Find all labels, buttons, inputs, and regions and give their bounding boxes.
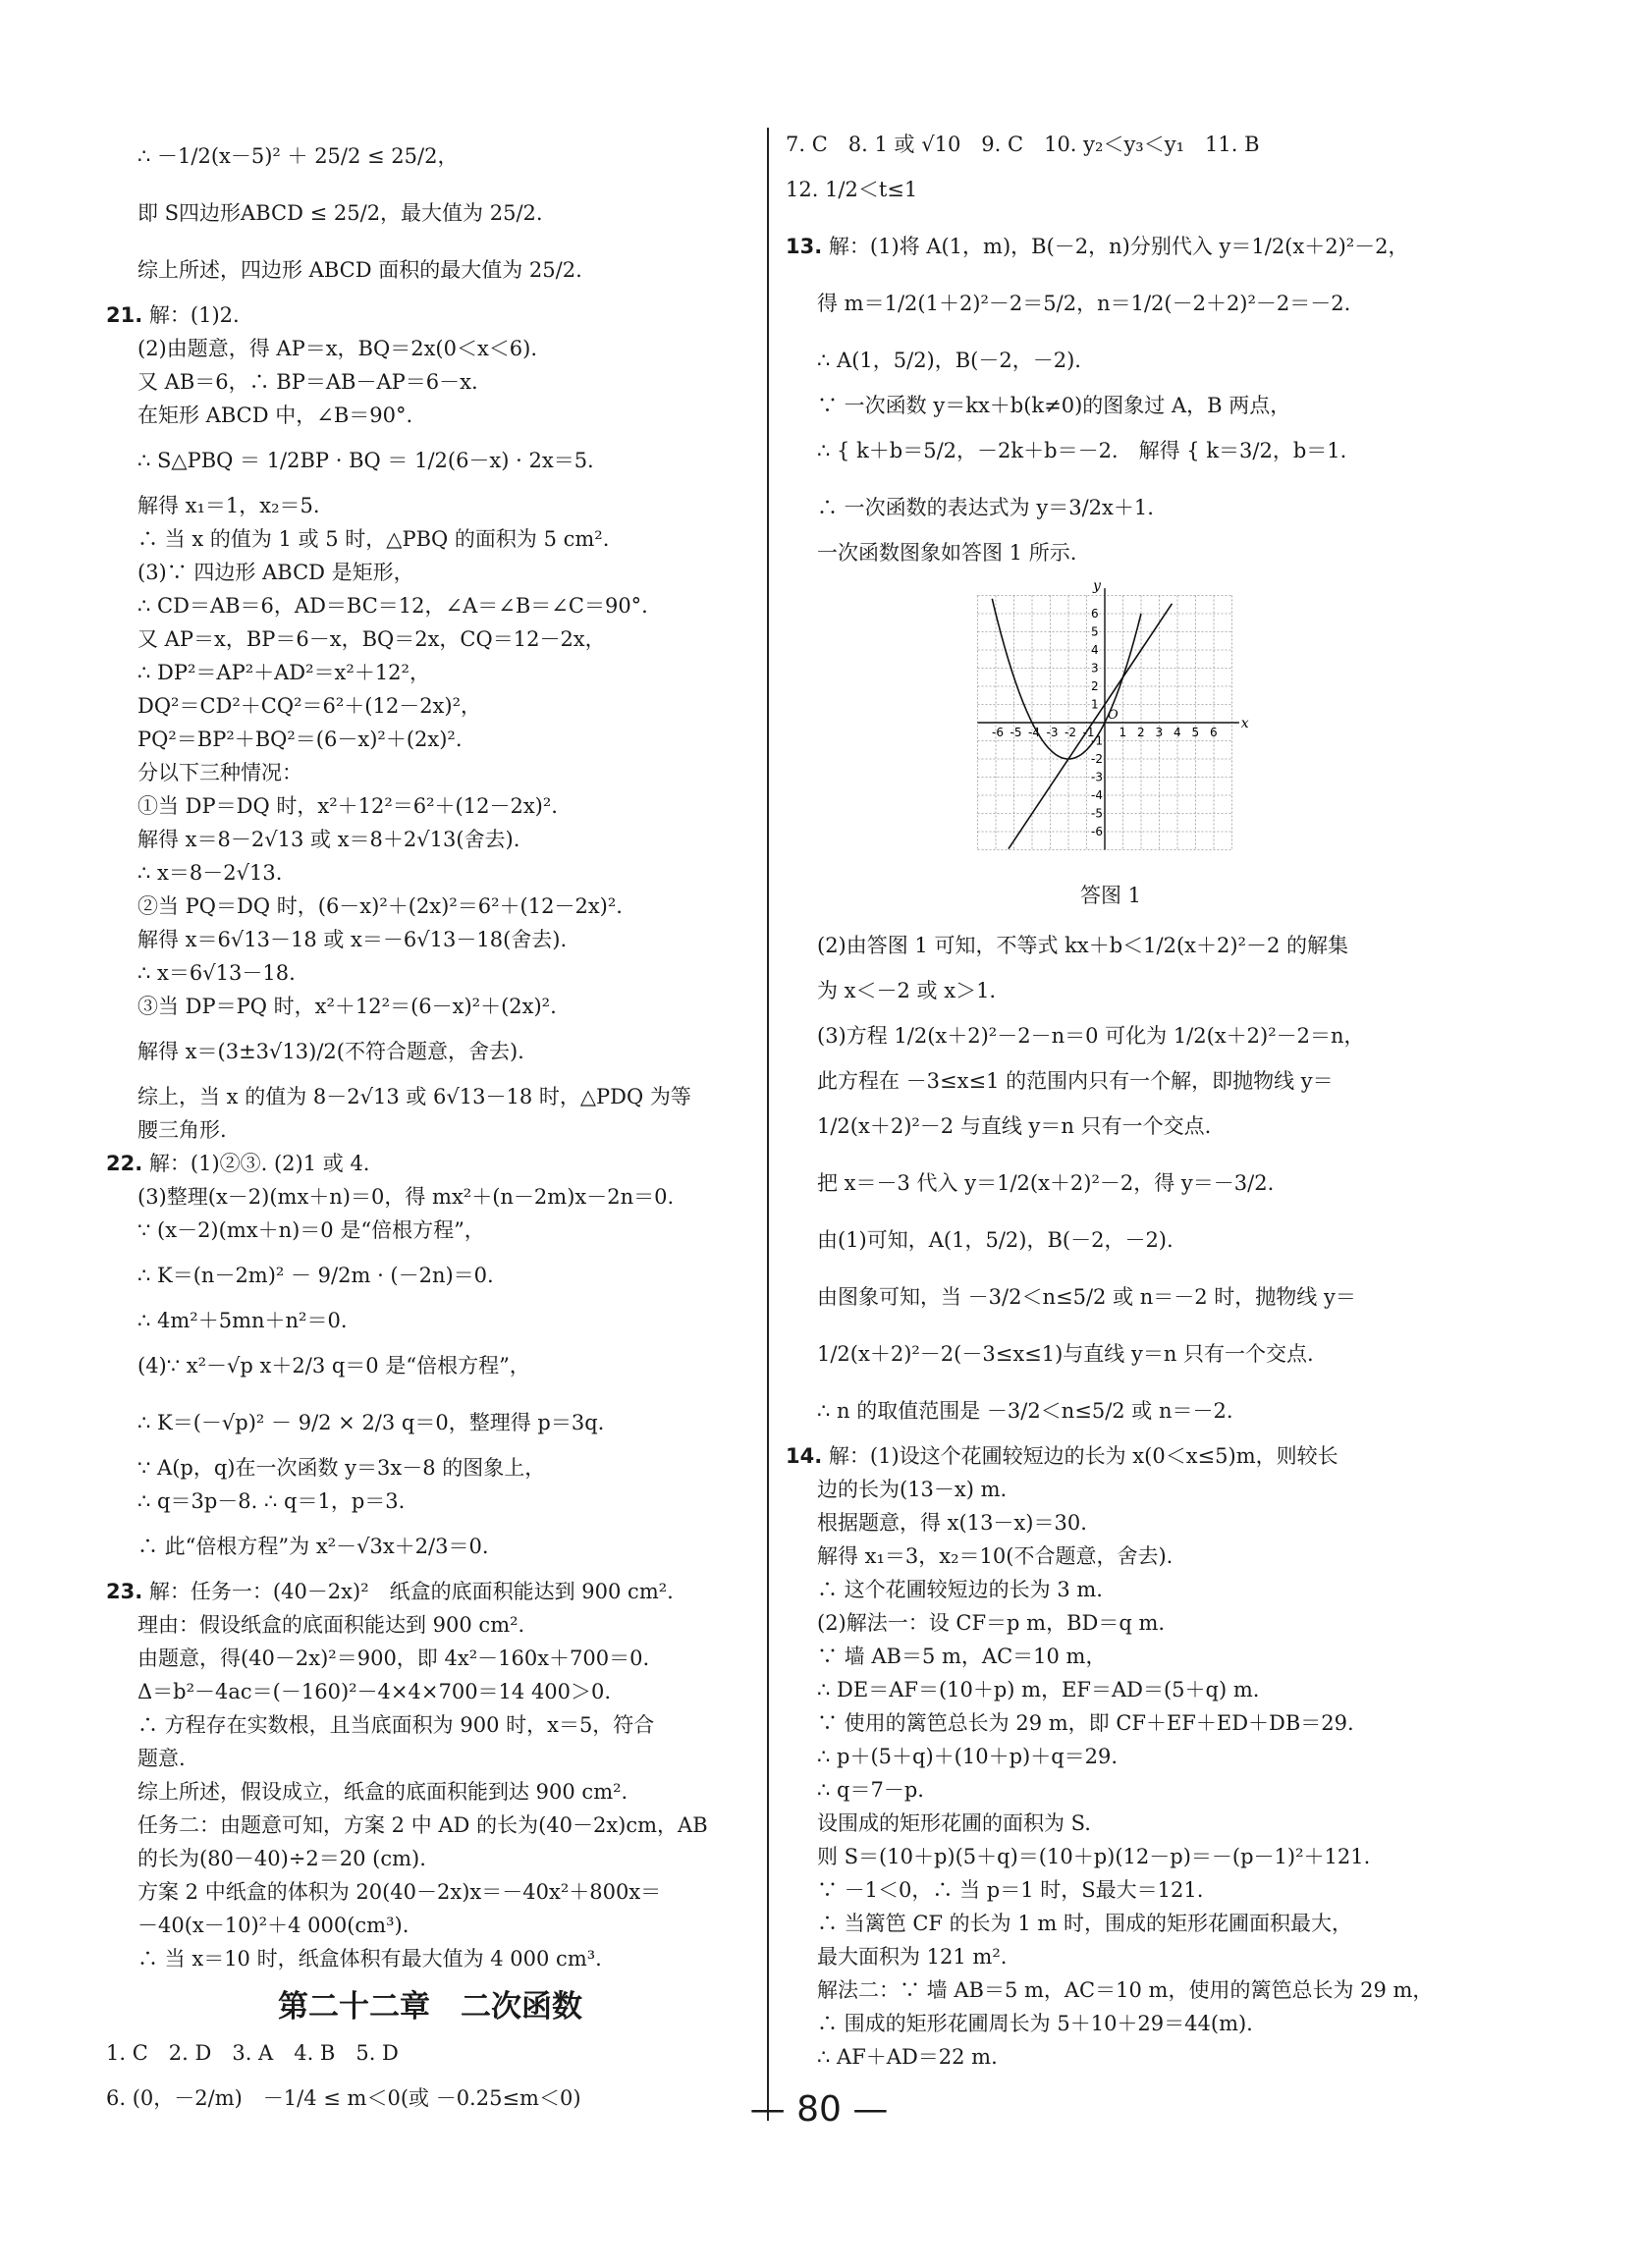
right-answer-lines-top xyxy=(786,128,1436,569)
answer-line xyxy=(106,1304,754,1337)
answer-text: ①当 DP＝DQ 时，x²＋12²＝6²＋(12－2x)². xyxy=(137,794,558,818)
answer-line xyxy=(786,1840,1436,1873)
answer-line xyxy=(786,1212,1436,1269)
answer-text: ∴ K＝(n－2m)² － 9/2m · (－2n)＝0. xyxy=(137,1264,494,1287)
y-tick-label: 3 xyxy=(1091,661,1099,675)
answer-text: ∴ 围成的矩形花圃周长为 5＋10＋29＝44(m). xyxy=(817,2012,1253,2035)
answer-line xyxy=(106,489,754,522)
answer-text: 一次函数图象如答图 1 所示. xyxy=(817,541,1077,565)
answer-text: ∴ p＋(5＋q)＋(10＋p)＋q＝29. xyxy=(817,1745,1119,1768)
answer-line xyxy=(786,1973,1436,2007)
answer-line xyxy=(786,1573,1436,1606)
answer-line xyxy=(106,1518,754,1575)
answer-line xyxy=(106,689,754,723)
answer-line xyxy=(786,1673,1436,1706)
answer-text: 又 AP＝x，BP＝6－x，BQ＝2x，CQ＝12－2x， xyxy=(137,627,606,651)
x-tick-label: -6 xyxy=(992,726,1004,739)
answer-text: ∴ 一次函数的表达式为 y＝3/2x＋1. xyxy=(817,496,1154,519)
function-graph xyxy=(967,575,1252,870)
y-tick-label: -5 xyxy=(1091,806,1103,821)
answer-text: 12. 1/2＜t≤1 xyxy=(786,178,918,201)
answer-line xyxy=(106,656,754,689)
answer-text: 最大面积为 121 m². xyxy=(817,1945,1008,1969)
answer-line xyxy=(106,1708,754,1742)
answer-text: ②当 PQ＝DQ 时，(6－x)²＋(2x)²＝6²＋(12－2x)². xyxy=(137,894,623,918)
x-tick-label: 1 xyxy=(1119,726,1127,739)
answer-line xyxy=(106,399,754,432)
answer-line xyxy=(106,432,754,489)
answer-line xyxy=(106,522,754,556)
answer-line xyxy=(106,332,754,365)
answer-text: ∴ q＝7－p. xyxy=(817,1778,924,1802)
answer-line xyxy=(786,275,1436,332)
answer-text: ∴ 这个花圃较短边的长为 3 m. xyxy=(817,1578,1103,1601)
answer-line xyxy=(106,1909,754,1942)
answer-line xyxy=(106,1575,754,1608)
answer-text: 7. C 8. 1 或 √10 9. C 10. y₂＜y₃＜y₁ 11. B xyxy=(786,133,1260,156)
answer-text: 由(1)可知，A(1，5/2)，B(－2，－2). xyxy=(817,1228,1174,1252)
answer-text: (2)由题意，得 AP＝x，BQ＝2x(0＜x＜6). xyxy=(137,337,538,360)
answer-text: ∴ q＝3p－8. ∴ q＝1，p＝3. xyxy=(137,1489,406,1513)
answer-line xyxy=(786,389,1436,422)
answer-text: ∴ －1/2(x－5)² ＋ 25/2 ≤ 25/2， xyxy=(137,144,459,168)
answer-line xyxy=(106,1942,754,1975)
answer-text: 解：(1)设这个花圃较短边的长为 x(0＜x≤5)m，则较长 xyxy=(828,1444,1338,1468)
answer-line xyxy=(786,1606,1436,1640)
answer-line xyxy=(786,1098,1436,1155)
answer-text: ∵ 使用的篱笆总长为 29 m，即 CF＋EF＋ED＋DB＝29. xyxy=(817,1711,1354,1735)
answer-text: ∴ CD＝AB＝6，AD＝BC＝12，∠A＝∠B＝∠C＝90°. xyxy=(137,594,648,618)
answer-text: (3)整理(x－2)(mx＋n)＝0，得 mx²＋(n－2m)x－2n＝0. xyxy=(137,1185,675,1209)
answer-line xyxy=(106,185,754,242)
answer-line xyxy=(106,589,754,622)
answer-text: 解法二：∵ 墙 AB＝5 m，AC＝10 m，使用的篱笆总长为 29 m， xyxy=(817,1978,1434,2002)
answer-line xyxy=(786,1907,1436,1940)
y-axis-label: y xyxy=(1093,578,1101,595)
answer-line xyxy=(106,1337,754,1394)
answer-text: 为 x＜－2 或 x＞1. xyxy=(817,979,997,1002)
answer-text: (4)∵ x²－√p x＋2/3 q＝0 是“倍根方程”， xyxy=(137,1354,530,1377)
answer-line xyxy=(786,1325,1436,1382)
y-tick-label: 2 xyxy=(1091,679,1099,693)
answer-text: 解：(1)2. xyxy=(148,303,240,327)
answer-line xyxy=(786,422,1436,479)
answer-line xyxy=(106,1247,754,1304)
answer-line xyxy=(786,917,1436,974)
answer-line xyxy=(106,1809,754,1842)
answer-line xyxy=(786,1807,1436,1840)
y-tick-label: -6 xyxy=(1091,825,1103,838)
answer-text: 由题意，得(40－2x)²＝900，即 4x²－160x＋700＝0. xyxy=(137,1647,650,1670)
x-axis-label: x xyxy=(1240,716,1249,731)
y-tick-label: -4 xyxy=(1091,788,1103,802)
answer-text: 解得 x＝6√13－18 或 x＝－6√13－18(舍去). xyxy=(137,928,568,951)
chapter-title: 第二十二章 二次函数 xyxy=(278,1989,582,2025)
left-answer-lines xyxy=(106,128,754,1975)
y-tick-label: -2 xyxy=(1091,752,1103,766)
answer-line xyxy=(106,756,754,789)
answer-line xyxy=(106,622,754,656)
answer-text: 解：(1)将 A(1，m)，B(－2，n)分别代入 y＝1/2(x＋2)²－2， xyxy=(828,235,1409,258)
x-tick-label: 6 xyxy=(1210,726,1218,739)
y-tick-label: -1 xyxy=(1091,733,1103,748)
answer-text: ∴ 此“倍根方程”为 x²－√3x＋2/3＝0. xyxy=(137,1535,489,1558)
answer-text: ∴ DP²＝AP²＋AD²＝x²＋12²， xyxy=(137,661,430,684)
answer-text: 解得 x₁＝3，x₂＝10(不合题意，舍去). xyxy=(817,1544,1174,1568)
answer-line xyxy=(786,1007,1436,1064)
answer-line xyxy=(106,365,754,399)
answer-text: 1/2(x＋2)²－2(－3≤x≤1)与直线 y＝n 只有一个交点. xyxy=(817,1342,1314,1366)
answer-text: (2)解法一：设 CF＝p m，BD＝q m. xyxy=(817,1611,1166,1635)
answer-text: ∴ 当篱笆 CF 的长为 1 m 时，围成的矩形花圃面积最大， xyxy=(817,1912,1352,1935)
x-tick-label: 5 xyxy=(1191,726,1200,739)
answer-line xyxy=(106,1113,754,1147)
answer-text: 任务二：由题意可知，方案 2 中 AD 的长为(40－2x)cm，AB xyxy=(137,1813,708,1837)
answer-text: ∴ { k＋b＝5/2，－2k＋b＝－2. 解得 { k＝3/2，b＝1. xyxy=(817,439,1347,462)
answer-line xyxy=(786,1706,1436,1740)
answer-text: 根据题意，得 x(13－x)＝30. xyxy=(817,1511,1087,1535)
answer-line xyxy=(106,242,754,298)
answer-text: ∵ (x－2)(mx＋n)＝0 是“倍根方程”， xyxy=(137,1218,485,1242)
question-number: 13. xyxy=(786,235,823,258)
answer-line xyxy=(106,298,754,332)
answer-line xyxy=(106,1180,754,1214)
answer-text: ∴ DE＝AF＝(10＋p) m，EF＝AD＝(5＋q) m. xyxy=(817,1678,1260,1701)
answer-line xyxy=(786,2040,1436,2074)
question-number: 14. xyxy=(786,1444,823,1468)
answer-text: 则 S＝(10＋p)(5＋q)＝(10＋p)(12－p)＝－(p－1)²＋121. xyxy=(817,1845,1371,1868)
answer-line xyxy=(786,1473,1436,1506)
answer-text: 综上所述，假设成立，纸盒的底面积能到达 900 cm². xyxy=(137,1780,628,1804)
x-tick-label: 2 xyxy=(1137,726,1145,739)
answer-text: PQ²＝BP²＋BQ²＝(6－x)²＋(2x)². xyxy=(137,728,463,751)
answer-line xyxy=(106,1394,754,1451)
right-column xyxy=(786,128,1436,2074)
y-tick-label: 5 xyxy=(1091,624,1099,639)
answer-text: 综上，当 x 的值为 8－2√13 或 6√13－18 时，△PDQ 为等 xyxy=(137,1085,691,1108)
answer-text: ③当 DP＝PQ 时，x²＋12²＝(6－x)²＋(2x)². xyxy=(137,995,557,1018)
answer-line xyxy=(786,1539,1436,1573)
answer-text: ∴ A(1，5/2)，B(－2，－2). xyxy=(817,349,1081,372)
answer-text: 题意. xyxy=(137,1747,186,1770)
answer-text: ∴ K＝(－√p)² － 9/2 × 2/3 q＝0，整理得 p＝3q. xyxy=(137,1411,605,1434)
x-tick-label: -1 xyxy=(1082,726,1095,739)
answer-text: 由图象可知，当 －3/2＜n≤5/2 或 n＝－2 时，抛物线 y＝ xyxy=(817,1285,1356,1309)
answer-line xyxy=(786,1506,1436,1539)
answer-text: (3)方程 1/2(x＋2)²－2－n＝0 可化为 1/2(x＋2)²－2＝n， xyxy=(817,1024,1365,1048)
y-tick-label: 4 xyxy=(1091,643,1099,657)
answer-text: 解得 x＝8－2√13 或 x＝8＋2√13(舍去). xyxy=(137,828,520,851)
answer-line xyxy=(106,923,754,956)
x-tick-label: -5 xyxy=(1010,726,1022,739)
answer-figure-1 xyxy=(786,575,1436,880)
question-number: 21. xyxy=(106,303,143,327)
answer-line xyxy=(786,1382,1436,1439)
answer-text: 把 x＝－3 代入 y＝1/2(x＋2)²－2，得 y＝－3/2. xyxy=(817,1171,1275,1195)
answer-text: 在矩形 ABCD 中，∠B＝90°. xyxy=(137,404,413,427)
answer-line xyxy=(106,789,754,823)
right-answer-lines-bottom xyxy=(786,917,1436,2074)
x-tick-label: 4 xyxy=(1174,726,1181,739)
answer-line xyxy=(786,1773,1436,1807)
answer-text: 综上所述，四边形 ABCD 面积的最大值为 25/2. xyxy=(137,258,582,282)
answer-text: 方案 2 中纸盒的体积为 20(40－2x)x＝－40x²＋800x＝ xyxy=(137,1880,662,1904)
x-tick-label: 3 xyxy=(1155,726,1164,739)
x-tick-label: -4 xyxy=(1028,726,1040,739)
answer-text: 得 m＝1/2(1＋2)²－2＝5/2，n＝1/2(－2＋2)²－2＝－2. xyxy=(817,292,1351,315)
answer-text: ∴ 方程存在实数根，且当底面积为 900 时，x＝5，符合 xyxy=(137,1713,655,1737)
answer-text: 理由：假设纸盒的底面积能达到 900 cm². xyxy=(137,1613,525,1637)
answer-text: (3)∵ 四边形 ABCD 是矩形， xyxy=(137,561,414,584)
answer-text: ∵ 墙 AB＝5 m，AC＝10 m， xyxy=(817,1645,1107,1668)
answer-line xyxy=(786,161,1436,218)
x-tick-label: -2 xyxy=(1065,726,1076,739)
answer-text: 设围成的矩形花圃的面积为 S. xyxy=(817,1811,1091,1835)
answer-text: 6. (0，－2/m) －1/4 ≤ m＜0(或 －0.25≤m＜0) xyxy=(106,2086,581,2110)
answer-line xyxy=(786,1155,1436,1212)
answer-text: －40(x－10)²＋4 000(cm³). xyxy=(137,1914,410,1937)
answer-text: 此方程在 －3≤x≤1 的范围内只有一个解，即抛物线 y＝ xyxy=(817,1069,1334,1093)
y-tick-label: 1 xyxy=(1091,697,1099,712)
question-number: 22. xyxy=(106,1152,143,1175)
answer-text: (2)由答图 1 可知，不等式 kx＋b＜1/2(x＋2)²－2 的解集 xyxy=(817,934,1348,957)
answer-line xyxy=(786,1873,1436,1907)
answer-text: 腰三角形. xyxy=(137,1118,227,1142)
answer-text: 即 S四边形ABCD ≤ 25/2，最大值为 25/2. xyxy=(137,201,543,225)
answer-text: 1/2(x＋2)²－2 与直线 y＝n 只有一个交点. xyxy=(817,1114,1212,1138)
answer-line xyxy=(106,2036,754,2070)
answer-text: 分以下三种情况： xyxy=(137,761,302,784)
y-tick-label: 6 xyxy=(1091,607,1099,621)
answer-line xyxy=(106,1214,754,1247)
answer-line xyxy=(786,1740,1436,1773)
answer-line xyxy=(106,823,754,856)
answer-line xyxy=(786,1269,1436,1325)
answer-line xyxy=(106,1775,754,1809)
answer-text: 又 AB＝6，∴ BP＝AB－AP＝6－x. xyxy=(137,370,478,394)
answer-line xyxy=(106,1642,754,1675)
answer-text: Δ＝b²－4ac＝(－160)²－4×4×700＝14 400＞0. xyxy=(137,1680,612,1703)
answer-text: ∴ S△PBQ ＝ 1/2BP · BQ ＝ 1/2(6－x) · 2x＝5. xyxy=(137,449,594,472)
answer-text: 解得 x₁＝1，x₂＝5. xyxy=(137,494,320,517)
answer-line xyxy=(106,1675,754,1708)
answer-text: ∴ 当 x＝10 时，纸盒体积有最大值为 4 000 cm³. xyxy=(137,1947,602,1971)
figure-caption: 答图 1 xyxy=(1079,884,1142,907)
answer-line xyxy=(106,1742,754,1775)
y-tick-label: -3 xyxy=(1091,770,1103,784)
answer-text: ∵ 一次函数 y＝kx＋b(k≠0)的图象过 A，B 两点， xyxy=(817,394,1291,417)
answer-text: ∴ x＝8－2√13. xyxy=(137,861,283,885)
answer-text: 解：任务一：(40－2x)² 纸盒的底面积能达到 900 cm². xyxy=(148,1580,674,1603)
answer-text: ∵ A(p，q)在一次函数 y＝3x－8 的图象上， xyxy=(137,1456,546,1480)
answer-text: 的长为(80－40)÷2＝20 (cm). xyxy=(137,1847,426,1870)
answer-line xyxy=(106,956,754,990)
answer-text: 解得 x＝(3±3√13)/2(不符合题意，舍去). xyxy=(137,1040,524,1063)
answer-text: 边的长为(13－x) m. xyxy=(817,1478,1008,1501)
answer-line xyxy=(106,556,754,589)
answer-line xyxy=(106,1485,754,1518)
answer-line xyxy=(106,128,754,185)
answer-line xyxy=(106,1451,754,1485)
answer-line xyxy=(106,990,754,1023)
answer-line xyxy=(786,479,1436,536)
answer-line xyxy=(786,1640,1436,1673)
answer-line xyxy=(106,723,754,756)
answer-text: DQ²＝CD²＋CQ²＝6²＋(12－2x)²， xyxy=(137,694,482,718)
answer-text: ∴ 当 x 的值为 1 或 5 时，△PBQ 的面积为 5 cm². xyxy=(137,527,610,551)
answer-line xyxy=(786,218,1436,275)
answer-text: ∴ x＝6√13－18. xyxy=(137,961,296,985)
answer-line xyxy=(106,890,754,923)
answer-line xyxy=(106,1608,754,1642)
answer-line xyxy=(106,1875,754,1909)
answer-line xyxy=(106,1147,754,1180)
answer-line xyxy=(786,1439,1436,1473)
answer-line xyxy=(786,128,1436,161)
answer-line xyxy=(786,332,1436,389)
answer-line xyxy=(786,1064,1436,1098)
answer-line xyxy=(786,974,1436,1007)
answer-text: ∴ 4m²＋5mn＋n²＝0. xyxy=(137,1309,348,1332)
left-column xyxy=(106,128,754,2127)
answer-line xyxy=(786,1940,1436,1973)
answer-line xyxy=(106,1080,754,1113)
answer-text: ∵ －1＜0，∴ 当 p＝1 时，S最大＝121. xyxy=(817,1878,1204,1902)
page-number: — 80 — xyxy=(749,2089,889,2130)
answer-text: 1. C 2. D 3. A 4. B 5. D xyxy=(106,2041,399,2065)
column-divider xyxy=(767,128,769,2121)
origin-label: O xyxy=(1108,708,1119,723)
answer-line xyxy=(786,536,1436,569)
answer-line xyxy=(106,1842,754,1875)
answer-text: ∴ AF＋AD＝22 m. xyxy=(817,2045,998,2069)
answer-line xyxy=(106,856,754,890)
question-number: 23. xyxy=(106,1580,143,1603)
answer-line xyxy=(106,1023,754,1080)
answer-text: 解：(1)②③. (2)1 或 4. xyxy=(148,1152,370,1175)
answer-line xyxy=(786,2007,1436,2040)
x-tick-label: -3 xyxy=(1046,726,1059,739)
answer-text: ∴ n 的取值范围是 －3/2＜n≤5/2 或 n＝－2. xyxy=(817,1399,1233,1423)
